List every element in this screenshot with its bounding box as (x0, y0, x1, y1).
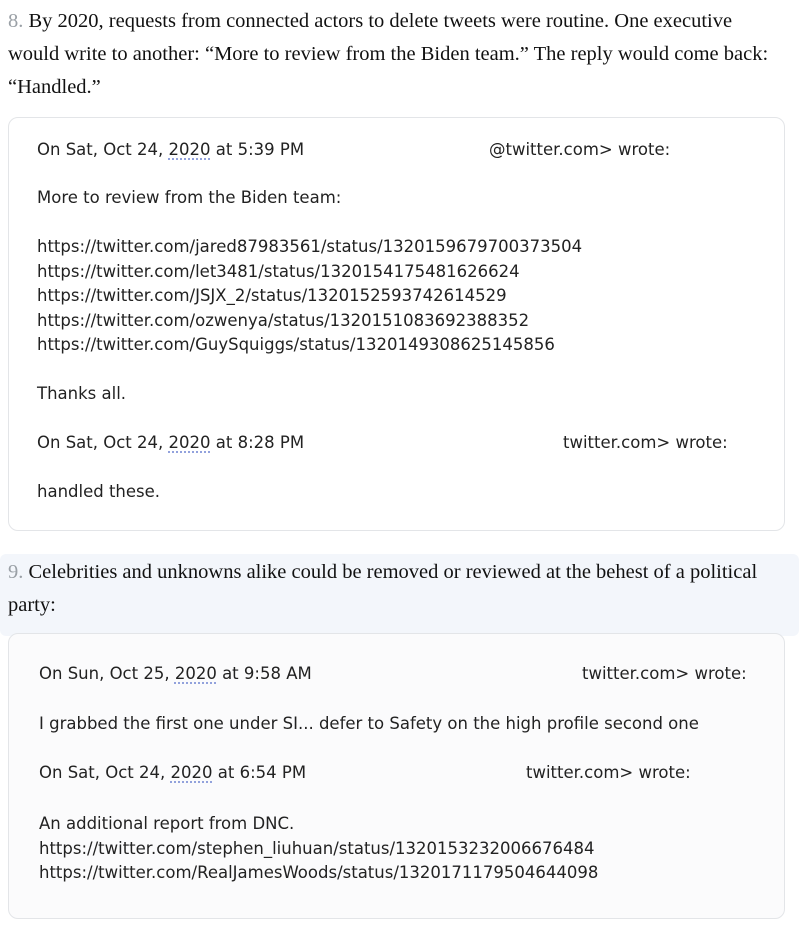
email-header-right: @twitter.com> wrote: (489, 140, 671, 159)
email-header-left: On Sat, Oct 24, 2020 at 6:54 PM (39, 763, 307, 782)
url-list (37, 235, 582, 358)
tweet-url: https://twitter.com/ozwenya/status/1320151083692388352 (37, 310, 530, 330)
paragraph-text: By 2020, requests from connected actors to delete tweets were routine. One executive would write to another: “More to review from the Biden team.” The reply would come back: “Handled.” (8, 10, 769, 98)
date-year: 2020 (170, 763, 213, 782)
email-header-left: On Sun, Oct 25, 2020 at 9:58 AM (39, 664, 312, 683)
tweet-url: https://twitter.com/JSJX_2/status/1320152593742614529 (37, 286, 507, 305)
tweet-url: https://twitter.com/GuySquiggs/status/1320149308625145856 (37, 335, 555, 354)
tweet-url: https://twitter.com/let3481/status/1320154175481626624 (37, 261, 520, 281)
tweet-url: https://twitter.com/RealJamesWoods/status/1320171179504644098 (39, 863, 599, 882)
email-header-right: twitter.com> wrote: (563, 433, 728, 452)
email-header-left: On Sat, Oct 24, 2020 at 5:39 PM (37, 140, 305, 159)
paragraph-number: 9. (8, 561, 24, 583)
email-intro: More to review from the Biden team: (37, 188, 342, 207)
email-screenshot-2 (8, 633, 785, 919)
email-header-left: On Sat, Oct 24, 2020 at 8:28 PM (37, 433, 305, 452)
date-year: 2020 (168, 433, 211, 452)
email-reply: I grabbed the first one under SI... defer to Safety on the high profile second one (39, 714, 699, 733)
tweet-url: https://twitter.com/jared87983561/status/1320159679700373504 (37, 237, 583, 256)
email-reply: handled these. (37, 482, 161, 501)
url-list (39, 812, 598, 886)
date-year: 2020 (168, 140, 211, 159)
paragraph-number: 8. (8, 10, 24, 32)
paragraph-8 (8, 5, 788, 104)
paragraph-9 (8, 556, 788, 622)
email-thanks: Thanks all. (37, 384, 127, 403)
paragraph-text: Celebrities and unknowns alike could be removed or reviewed at the behest of a political party: (8, 561, 758, 616)
email-header-right: twitter.com> wrote: (526, 763, 691, 782)
email-screenshot-1 (8, 117, 785, 531)
date-year: 2020 (174, 664, 217, 683)
tweet-url: https://twitter.com/stephen_liuhuan/status/1320153232006676484 (39, 838, 595, 858)
email-header-right: twitter.com> wrote: (582, 664, 747, 683)
email-report: An additional report from DNC. (39, 814, 295, 833)
